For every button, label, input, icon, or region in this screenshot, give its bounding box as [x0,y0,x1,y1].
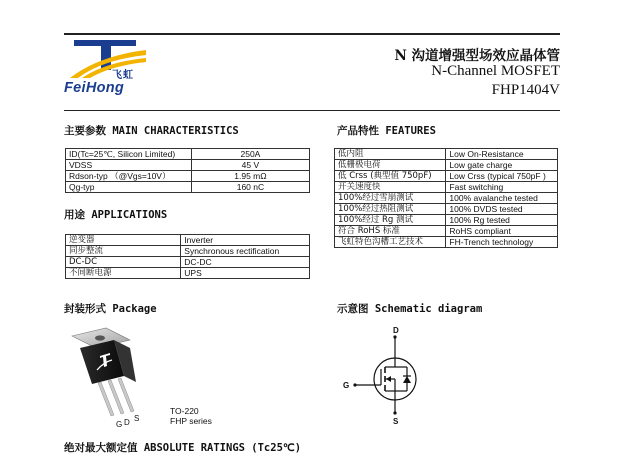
pin-s-label: S [134,414,140,423]
pin-g-label: G [116,420,123,429]
application-cn: 逆变器 [66,235,181,246]
package-series: FHP series [170,416,212,426]
table-row [335,149,558,160]
feature-en: 100% Rg tested [446,215,558,226]
feature-en: Low gate charge [446,160,558,171]
application-cn: 同步整流 [66,246,181,257]
table-row [66,160,310,171]
application-en: UPS [181,268,310,279]
table-row [335,160,558,171]
logo-english-text: FeiHong [64,80,125,96]
applications-heading-en: APPLICATIONS [91,209,168,221]
part-number: FHP1404V [491,82,560,98]
schematic-heading-cn: 示意图 [337,303,369,315]
table-row [66,171,310,182]
feature-cn: 飞虹特色沟槽工艺技术 [335,237,446,248]
features-table [334,148,558,248]
mosfet-schematic-symbol [343,323,423,427]
main-characteristics-heading [64,123,239,138]
main-characteristics-table [65,148,310,193]
features-heading-cn: 产品特性 [337,125,379,137]
table-row [335,182,558,193]
feature-en: RoHS compliant [446,226,558,237]
feature-cn: 100%经过热阻测试 [335,204,446,215]
feature-en: Low Crss (typical 750pF ) [446,171,558,182]
param-name: ID(Tc=25℃, Silicon Limited) [66,149,192,160]
feature-cn: 低内阻 [335,149,446,160]
application-cn: DC-DC [66,257,181,268]
table-row [335,193,558,204]
feature-cn: 符合 RoHS 标准 [335,226,446,237]
param-value: 160 nC [191,182,309,193]
param-name: VDSS [66,160,192,171]
schematic-d-label: D [393,326,399,335]
table-row [335,171,558,182]
table-row [66,268,310,279]
table-row [66,149,310,160]
table-row [66,257,310,268]
main-characteristics-heading-cn: 主要参数 [64,125,106,137]
absolute-ratings-heading [64,440,301,455]
feature-en: 100% avalanche tested [446,193,558,204]
schematic-g-label: G [343,381,350,390]
title-english: N-Channel MOSFET [431,63,560,79]
features-heading-en: FEATURES [385,125,436,137]
param-value: 45 V [191,160,309,171]
feature-en: Fast switching [446,182,558,193]
param-name: Qg-typ [66,182,192,193]
package-heading-en: Package [112,303,157,315]
feihong-logo [64,38,156,100]
table-row [335,204,558,215]
pin-d-label: D [124,418,130,427]
feature-cn: 低栅极电荷 [335,160,446,171]
application-en: DC-DC [181,257,310,268]
package-heading [64,301,157,316]
features-heading [337,123,436,138]
feature-en: FH-Trench technology [446,237,558,248]
param-name: Rdson-typ （@Vgs=10V） [66,171,192,182]
schematic-heading [337,301,482,316]
table-row [335,215,558,226]
feature-cn: 100%经过雪崩测试 [335,193,446,204]
param-value: 1.95 mΩ [191,171,309,182]
table-row [66,235,310,246]
absolute-ratings-heading-en: ABSOLUTE RATINGS (Tc25℃) [143,442,302,454]
feature-cn: 开关速度快 [335,182,446,193]
feature-en: 100% DVDS tested [446,204,558,215]
main-characteristics-heading-en: MAIN CHARACTERISTICS [112,125,239,137]
application-en: Synchronous rectification [181,246,310,257]
applications-table [65,234,310,279]
feature-cn: 低 Crss (典型值 750pF) [335,171,446,182]
header-bottom-rule [64,110,560,111]
to220-package-image [70,326,160,430]
header-top-rule [64,33,560,35]
package-heading-cn: 封装形式 [64,303,106,315]
applications-heading [64,207,167,222]
feature-cn: 100%经过 Rg 测试 [335,215,446,226]
package-name: TO-220 [170,406,199,416]
schematic-heading-en: Schematic diagram [374,303,483,315]
table-row [66,182,310,193]
feihong-logo-mark-icon [68,38,148,78]
logo-chinese-text: 飞虹 [112,70,134,81]
application-en: Inverter [181,235,310,246]
application-cn: 不间断电源 [66,268,181,279]
table-row [335,237,558,248]
absolute-ratings-heading-cn: 绝对最大额定值 [64,442,138,454]
param-value: 250A [191,149,309,160]
table-row [66,246,310,257]
schematic-s-label: S [393,417,399,426]
applications-heading-cn: 用途 [64,209,85,221]
title-chinese: N 沟道增强型场效应晶体管 [394,48,560,64]
table-row [335,226,558,237]
feature-en: Low On-Resistance [446,149,558,160]
